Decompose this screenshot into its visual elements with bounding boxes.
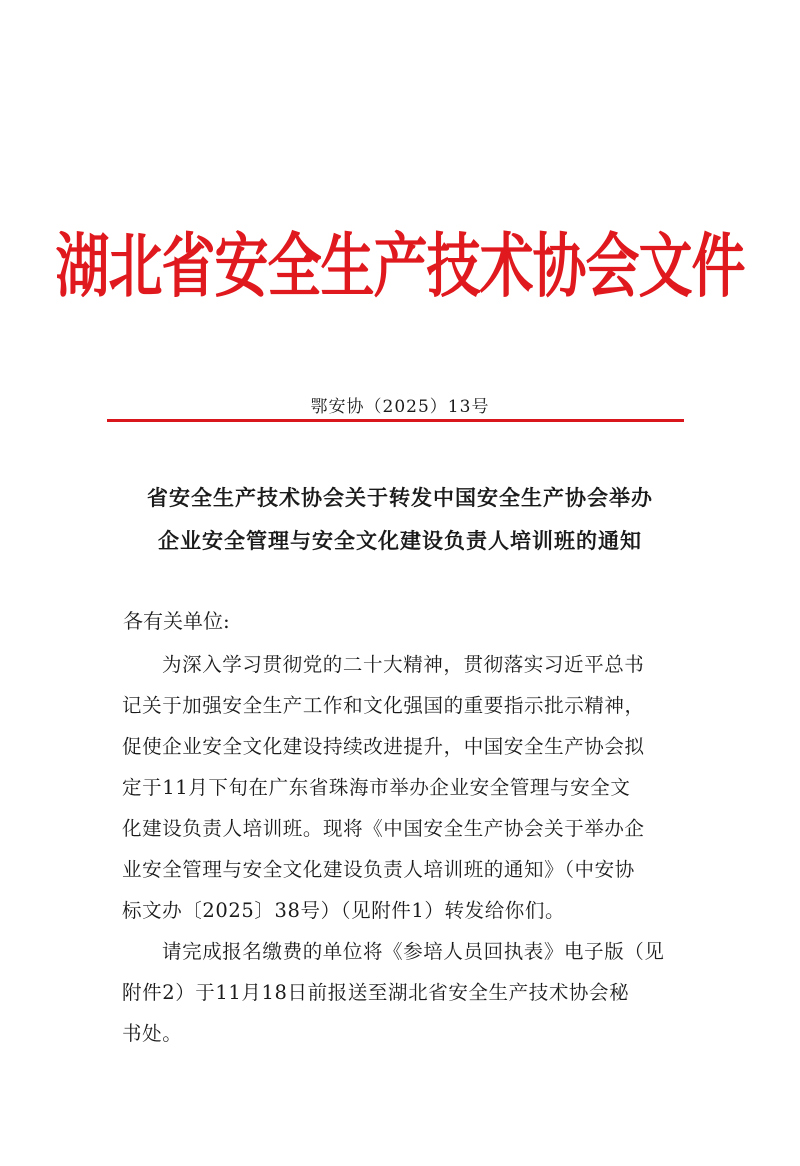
notice-body (122, 644, 692, 1054)
body-line: 促使企业安全文化建设持续改进提升，中国安全生产协会拟 (122, 735, 645, 758)
body-line: 附件2）于11月18日前报送至湖北省安全生产技术协会秘 (122, 981, 630, 1004)
document-number: 鄂安协（2025）13号 (310, 397, 490, 417)
notice-title-line-2: 企业安全管理与安全文化建设负责人培训班的通知 (158, 529, 642, 553)
body-line: 化建设负责人培训班。现将《中国安全生产协会关于举办企 (122, 817, 645, 840)
body-line: 标文办〔2025〕38号）（见附件1）转发给你们。 (122, 899, 566, 922)
red-divider (107, 419, 684, 422)
body-line: 业安全管理与安全文化建设负责人培训班的通知》（中安协 (122, 858, 635, 881)
body-line: 书处。 (122, 1022, 183, 1045)
notice-title (100, 477, 700, 563)
body-line: 为深入学习贯彻党的二十大精神，贯彻落实习近平总书 (162, 653, 645, 676)
masthead-title: 湖北省安全生产技术协会文件 (55, 226, 745, 307)
body-line: 记关于加强安全生产工作和文化强国的重要指示批示精神， (122, 694, 645, 717)
body-line: 定于11月下旬在广东省珠海市举办企业安全管理与安全文 (122, 776, 631, 799)
notice-title-line-1: 省安全生产技术协会关于转发中国安全生产协会举办 (147, 486, 653, 510)
body-line: 请完成报名缴费的单位将《参培人员回执表》电子版（见 (162, 940, 665, 963)
salutation: 各有关单位: (123, 609, 230, 633)
